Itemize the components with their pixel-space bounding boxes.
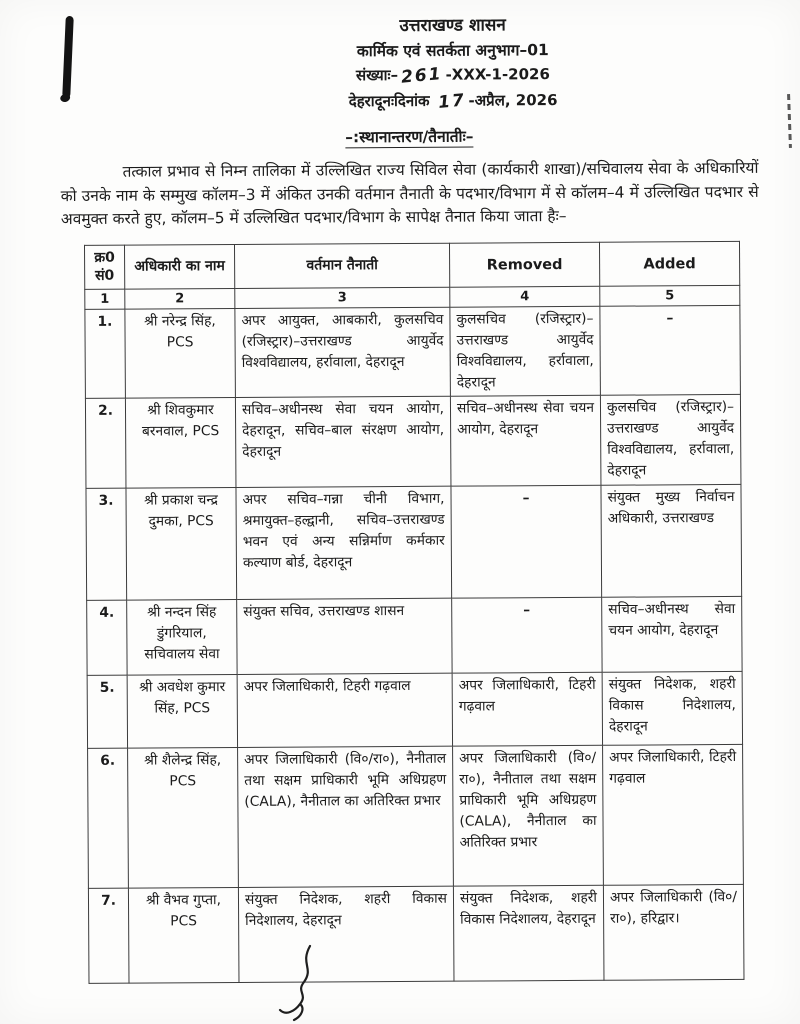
header-current-posting: वर्तमान तैनाती — [234, 243, 449, 288]
header-officer-name: अधिकारी का नाम — [124, 245, 234, 290]
row-name-cell: श्री प्रकाश चन्द्र दुमका, PCS — [126, 488, 237, 601]
government-title: उत्तराखण्ड शासन — [399, 15, 506, 36]
date-line — [148, 87, 758, 115]
ref-number-handwritten: 261 — [400, 64, 444, 88]
row-serial-cell: 2. — [85, 398, 126, 488]
letterhead — [148, 12, 759, 115]
header-removed: Removed — [449, 242, 599, 287]
row-current-cell: अपर जिलाधिकारी, टिहरी गढ़वाल — [237, 673, 452, 747]
order-paragraph: तत्काल प्रभाव से निम्न तालिका में उल्लिखित राज्य सिविल सेवा (कार्यकारी शाखा)/सचिवालय सेवा के अधिकारियों को उनके नाम के सम्मुख कॉलम–3 में अंकित उनकी वर्तमान तैनाती के पदभार/विभाग में से कॉलम–4 में उल्लिखित पदभार से अवमुक्त करते हुए, कॉलम–5 में उल्लिखित पदभार/विभाग के सापेक्ष तैनात किया जाता हैः– — [60, 159, 759, 228]
row-added-cell: अपर जिलाधिकारी (वि०/रा०), हरिद्वार। — [603, 884, 744, 980]
row-current-cell: अपर सचिव–गन्ना चीनी विभाग, श्रमायुक्त–हल्द्वानी, सचिव–उत्तराखण्ड भवन एवं अन्य सन्निर्माण कर्मकार कल्याण बोर्ड, देहरादून — [236, 486, 452, 599]
row-serial-cell: 5. — [87, 675, 127, 748]
table-row — [87, 596, 742, 675]
table-row — [87, 671, 742, 748]
row-removed-cell: – — [451, 485, 602, 598]
header-serial: क्र0 सं0 — [84, 245, 124, 289]
table-row — [86, 484, 742, 600]
row-current-cell: अपर जिलाधिकारी (वि०/रा०), नैनीताल तथा सक्षम प्राधिकारी भूमि अधिग्रहण (CALA), नैनीताल का अतिरिक्त प्रभार — [238, 746, 454, 887]
col-num-2: 2 — [125, 289, 235, 310]
row-serial-cell: 7. — [88, 888, 129, 983]
subject-heading: –:स्थानान्तरण/तैनातीः– — [345, 127, 474, 147]
date-suffix: -अप्रैल, 2026 — [468, 90, 558, 110]
col-num-4: 4 — [450, 286, 600, 307]
date-prefix: देहरादूनःदिनांक — [348, 91, 430, 111]
table-row — [85, 394, 741, 488]
row-removed-cell: कुलसचिव (रजिस्ट्रार)– उत्तराखण्ड आयुर्वेद विश्वविद्यालय, हर्रावाला, देहरादून — [450, 306, 601, 396]
col-num-5: 5 — [600, 286, 740, 307]
ref-suffix: -XXX-1-2026 — [445, 65, 550, 84]
row-current-cell: संयुक्त सचिव, उत्तराखण्ड शासन — [237, 598, 452, 674]
transfer-table — [84, 241, 745, 984]
header-added: Added — [599, 242, 739, 287]
row-current-cell: अपर आयुक्त, आबकारी, कुलसचिव (रजिस्ट्रार)–उत्तराखण्ड आयुर्वेद विश्वविद्यालय, हर्रावाला, देहरादून — [235, 307, 451, 397]
table-header-row — [84, 242, 739, 290]
row-serial-cell: 4. — [87, 600, 127, 675]
row-name-cell: श्री नरेन्द्र सिंह, PCS — [125, 309, 236, 399]
col-num-3: 3 — [235, 287, 450, 308]
row-name-cell: श्री शिवकुमार बरनवाल, PCS — [125, 398, 236, 489]
row-removed-cell: संयुक्त निदेशक, शहरी विकास निदेशालय, देहरादून — [453, 885, 604, 981]
date-day-handwritten: 17 — [436, 90, 467, 113]
row-serial-cell: 3. — [86, 488, 127, 600]
row-removed-cell: – — [452, 597, 602, 673]
ref-prefix: संख्याः– — [355, 66, 399, 85]
row-current-cell: संयुक्त निदेशक, शहरी विकास निदेशालय, देहरादून — [238, 886, 454, 982]
signature-mark — [272, 944, 342, 1024]
department-line: कार्मिक एवं सतर्कता अनुभाग–01 — [356, 40, 549, 60]
table-row — [85, 306, 741, 399]
row-removed-cell: सचिव–अधीनस्थ सेवा चयन आयोग, देहरादून — [450, 395, 601, 486]
row-added-cell: संयुक्त मुख्य निर्वाचन अधिकारी, उत्तराखण्ड — [601, 484, 742, 597]
row-removed-cell: अपर जिलाधिकारी, टिहरी गढ़वाल — [452, 672, 602, 746]
row-added-cell: कुलसचिव (रजिस्ट्रार)– उत्तराखण्ड आयुर्वेद विश्वविद्यालय, हर्रावाला, देहरादून — [600, 394, 741, 485]
row-name-cell: श्री शैलेन्द्र सिंह, PCS — [128, 748, 239, 889]
row-added-cell: – — [600, 306, 741, 396]
table-row — [88, 744, 744, 888]
row-name-cell: श्री वैभव गुप्ता, PCS — [128, 888, 239, 984]
row-added-cell: अपर जिलाधिकारी, टिहरी गढ़वाल — [603, 744, 744, 885]
row-added-cell: संयुक्त निदेशक, शहरी विकास निदेशालय, देहरादून — [602, 671, 742, 745]
row-name-cell: श्री अवधेश कुमार सिंह, PCS — [127, 675, 237, 749]
row-added-cell: सचिव–अधीनस्थ सेवा चयन आयोग, देहरादून — [602, 596, 742, 672]
reference-number-line — [148, 61, 758, 89]
row-serial-cell: 1. — [85, 309, 126, 398]
row-name-cell: श्री नन्दन सिंह डुंगरियाल, सचिवालय सेवा — [127, 600, 237, 676]
col-num-1: 1 — [85, 289, 125, 309]
row-current-cell: सचिव–अधीनस्थ सेवा चयन आयोग, देहरादून, सचिव–बाल संरक्षण आयोग, देहरादून — [235, 396, 451, 487]
row-serial-cell: 6. — [88, 748, 129, 888]
table-row — [88, 884, 744, 983]
row-removed-cell: अपर जिलाधिकारी (वि०/रा०), नैनीताल तथा सक्षम प्राधिकारी भूमि अधिग्रहण (CALA), नैनीताल का अतिरिक्त प्रभार — [453, 745, 604, 886]
